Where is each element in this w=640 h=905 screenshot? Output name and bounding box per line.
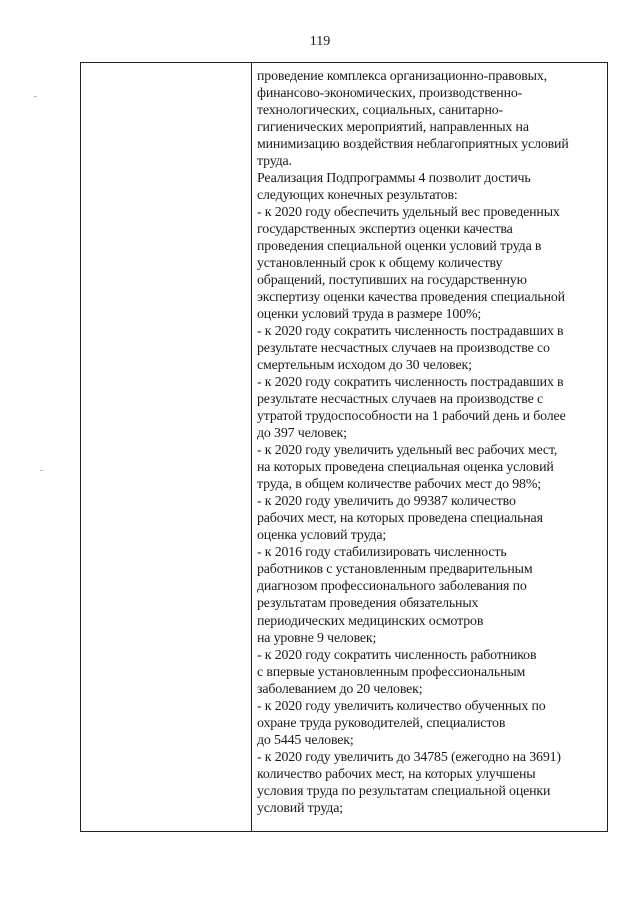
text-line: - к 2016 году стабилизировать численность [257,545,507,561]
text-line: труда. [257,154,292,170]
table-column-divider [251,63,252,831]
text-line: условий труда; [257,800,343,816]
text-line: диагнозом профессионального заболевания по [257,579,527,595]
text-line: - к 2020 году увеличить до 99387 количество [257,494,516,510]
text-line: минимизацию воздействия неблагоприятных условий [257,137,569,153]
scan-artifact [34,96,37,97]
text-line: оценки условий труда в размере 100%; [257,307,482,323]
text-line: - к 2020 году сократить численность работников [257,647,537,663]
text-line: заболеванием до 20 человек; [257,681,423,697]
text-line: - к 2020 году увеличить удельный вес рабочих мест, [257,443,558,459]
text-line: условия труда по результатам специальной оценки [257,783,551,799]
text-line: на которых проведена специальная оценка условий [257,460,554,476]
text-line: проведение комплекса организационно-правовых, [257,69,547,84]
text-line: до 5445 человек; [257,732,354,748]
text-line: технологических, социальных, санитарно- [257,103,503,119]
text-line: гигиенических мероприятий, направленных на [257,120,529,136]
text-line: рабочих мест, на которых проведена специальная [257,511,543,527]
text-line: обращений, поступивших на государственную [257,273,527,289]
scan-artifact [40,470,43,471]
text-line: проведения специальной оценки условий труда в [257,239,542,255]
text-line: смертельным исходом до 30 человек; [257,358,472,374]
text-line: до 397 человек; [257,426,347,442]
text-line: на уровне 9 человек; [257,630,377,646]
text-line: - к 2020 году увеличить количество обученных по [257,698,546,714]
text-line: результате несчастных случаев на производстве с [257,392,543,408]
text-line: - к 2020 году сократить численность пострадавших в [257,324,564,340]
text-line: утратой трудоспособности на 1 рабочий день и более [257,409,566,425]
text-line: количество рабочих мест, на которых улучшены [257,766,536,782]
text-line: государственных экспертиз оценки качества [257,222,513,238]
text-line: работников с установленным предварительным [257,562,533,578]
text-line: периодических медицинских осмотров [257,613,484,629]
text-line: экспертизу оценки качества проведения специальной [257,290,565,306]
text-line: - к 2020 году увеличить до 34785 (ежегодно на 3691) [257,749,561,765]
text-line: - к 2020 году обеспечить удельный вес проведенных [257,205,560,221]
text-line: следующих конечных результатов: [257,188,458,204]
text-line: оценка условий труда; [257,528,387,544]
text-line: установленный срок к общему количеству [257,256,503,272]
text-line: результатам проведения обязательных [257,596,479,612]
page-number: 119 [309,34,331,49]
table-right-cell [257,68,607,817]
document-table [80,62,608,832]
text-line: с впервые установленным профессиональным [257,664,526,680]
text-line: труда, в общем количестве рабочих мест до 98%; [257,477,541,493]
text-line: результате несчастных случаев на производстве со [257,341,550,357]
text-line: охране труда руководителей, специалистов [257,715,506,731]
text-line: Реализация Подпрограммы 4 позволит достичь [257,171,531,187]
text-line: финансово-экономических, производственно- [257,86,523,102]
text-line: - к 2020 году сократить численность пострадавших в [257,375,564,391]
